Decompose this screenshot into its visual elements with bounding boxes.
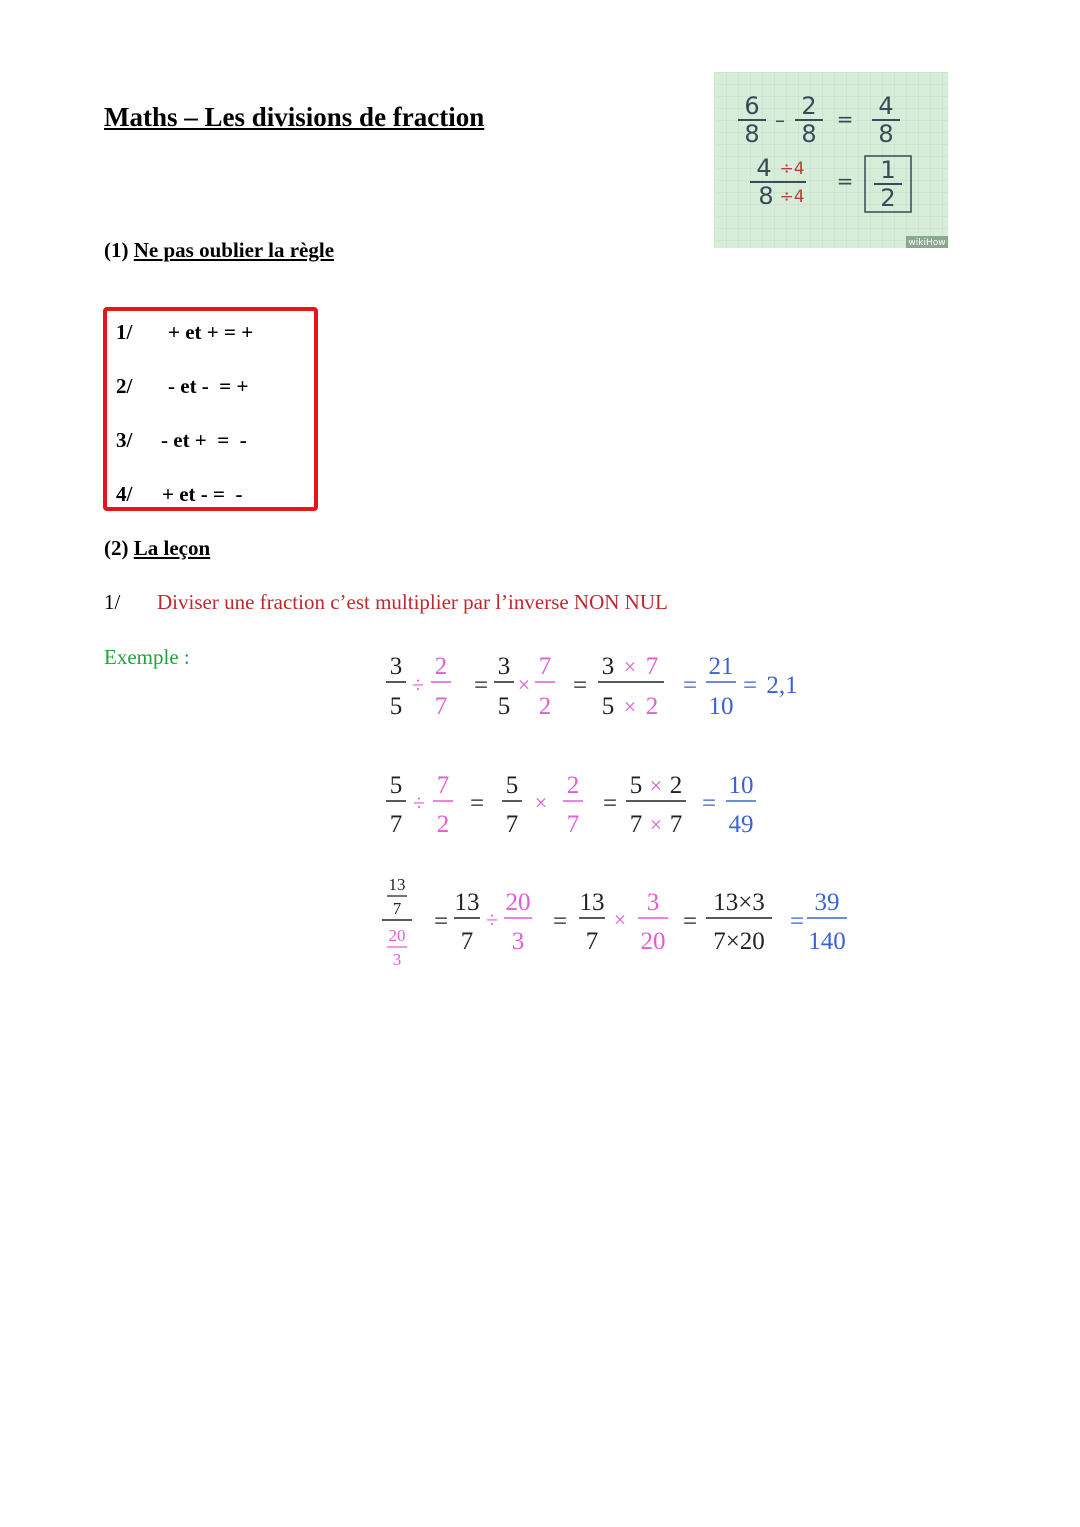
ex2-a-num: 5 — [389, 772, 403, 799]
ex2-times: × — [534, 790, 548, 815]
ex3-t-den: 7 — [392, 899, 402, 918]
rule-3-text: - et + = - — [161, 428, 247, 452]
ex2-b-den: 2 — [436, 811, 450, 838]
ex3-times: × — [613, 907, 627, 932]
ex2-a-den: 7 — [389, 811, 403, 838]
section-2-prefix: (2) — [104, 536, 129, 560]
thumb-r-den: 8 — [878, 120, 894, 148]
ex1-times: × — [517, 672, 531, 697]
example-label: Exemple : — [104, 645, 190, 669]
thumb-row2-den-op: ÷4 — [779, 187, 805, 207]
section-2-heading — [104, 536, 210, 561]
ex1-f-den: 10 — [708, 693, 734, 720]
ex3-eq1: = — [433, 908, 449, 935]
ex1-e-den-b: 2 — [645, 693, 659, 720]
ex3-h-num: 39 — [814, 889, 840, 916]
ex1-e-den-a: 5 — [601, 693, 615, 720]
thumb-result-num: 1 — [880, 156, 896, 184]
ex2-c-num: 5 — [505, 772, 519, 799]
lesson-line — [104, 590, 668, 615]
ex2-e-den-a: 7 — [629, 811, 643, 838]
ex3-eq4: = — [789, 908, 805, 935]
ex3-g-den: 7×20 — [713, 928, 765, 955]
thumb-eq2: = — [836, 169, 854, 193]
rule-1-text: + et + = + — [168, 320, 254, 344]
ex1-a-num: 3 — [389, 653, 403, 680]
ex1-c-num: 3 — [497, 653, 511, 680]
page-title: Maths – Les divisions de fraction — [104, 102, 485, 132]
ex1-c-den: 5 — [497, 693, 511, 720]
ex3-d-num: 20 — [505, 889, 531, 916]
ex1-div: ÷ — [411, 672, 425, 697]
ex2-e-times-den: × — [649, 812, 663, 837]
ex3-t-num: 13 — [388, 875, 406, 894]
ex2-b-num: 7 — [436, 772, 450, 799]
thumb-row2-den: 8 — [758, 182, 774, 210]
section-1-label: Ne pas oublier la règle — [133, 238, 335, 262]
ex1-e-times-den: × — [623, 694, 637, 719]
section-1-prefix: (1) — [104, 238, 129, 262]
ex2-e-num-a: 5 — [629, 772, 643, 799]
ex1-eq3: = — [682, 672, 698, 699]
ex3-c-den: 7 — [460, 928, 474, 955]
ex3-f-num: 3 — [646, 889, 660, 916]
ex1-b-num: 2 — [434, 653, 448, 680]
thumb-row2-num: 4 — [756, 154, 772, 182]
ex3-div: ÷ — [485, 907, 499, 932]
ex2-eq1: = — [469, 790, 485, 817]
ex1-a-den: 5 — [389, 693, 403, 720]
ex2-d-den: 7 — [566, 811, 580, 838]
ex3-eq2: = — [552, 908, 568, 935]
example-2 — [386, 772, 756, 838]
ex2-eq3: = — [701, 790, 717, 817]
rule-3 — [116, 428, 247, 453]
ex1-eq2: = — [572, 672, 588, 699]
ex2-e-num-b: 2 — [669, 772, 683, 799]
section-2-label: La leçon — [133, 536, 211, 560]
ex2-e-den-b: 7 — [669, 811, 683, 838]
rule-1 — [116, 320, 253, 345]
section-1-heading — [104, 238, 334, 263]
ex1-result: 2,1 — [766, 672, 798, 699]
lesson-text: Diviser une fraction c’est multiplier par l’inverse NON NUL — [157, 590, 668, 614]
rule-3-num: 3/ — [116, 428, 133, 452]
ex2-eq2: = — [602, 790, 618, 817]
lesson-num: 1/ — [104, 590, 121, 614]
ex2-e-times: × — [649, 773, 663, 798]
ex3-eq3: = — [682, 908, 698, 935]
ex3-e-num: 13 — [579, 889, 605, 916]
rule-4-num: 4/ — [116, 482, 133, 506]
thumb-a-den: 8 — [744, 120, 760, 148]
ex3-g-num: 13×3 — [713, 889, 765, 916]
rule-1-num: 1/ — [116, 320, 133, 344]
ex1-d-num: 7 — [538, 653, 552, 680]
ex1-e-num-a: 3 — [601, 653, 615, 680]
examples-figure — [370, 640, 870, 990]
ex1-eq4: = — [742, 672, 758, 699]
thumb-b-den: 8 — [801, 120, 817, 148]
thumb-minus: – — [775, 108, 785, 132]
ex2-f-den: 49 — [728, 811, 754, 838]
ex2-d-num: 2 — [566, 772, 580, 799]
ex1-f-num: 21 — [708, 653, 734, 680]
rule-2 — [116, 374, 248, 399]
thumb-watermark: wikiHow — [908, 238, 946, 248]
thumb-a-num: 6 — [744, 92, 760, 120]
thumb-r-num: 4 — [878, 92, 894, 120]
ex2-f-num: 10 — [728, 772, 754, 799]
ex3-f-den: 20 — [640, 928, 666, 955]
rule-4-text: + et - = - — [162, 482, 243, 506]
ex1-e-times: × — [623, 654, 637, 679]
ex3-h-den: 140 — [808, 928, 846, 955]
fraction-thumbnail-image — [714, 72, 948, 248]
ex2-c-den: 7 — [505, 811, 519, 838]
ex3-b-den: 3 — [392, 950, 402, 969]
ex1-e-num-b: 7 — [645, 653, 659, 680]
ex3-d-den: 3 — [511, 928, 525, 955]
rule-4 — [116, 482, 242, 507]
ex3-e-den: 7 — [585, 928, 599, 955]
thumb-row2-num-op: ÷4 — [779, 159, 805, 179]
ex2-div: ÷ — [412, 790, 426, 815]
ex1-eq1: = — [473, 672, 489, 699]
rule-2-num: 2/ — [116, 374, 133, 398]
thumb-eq1: = — [836, 107, 854, 131]
ex3-c-num: 13 — [454, 889, 480, 916]
thumb-result-den: 2 — [880, 184, 896, 212]
ex1-d-den: 2 — [538, 693, 552, 720]
example-1 — [386, 653, 798, 720]
ex1-b-den: 7 — [434, 693, 448, 720]
rule-2-text: - et - = + — [168, 374, 249, 398]
example-3 — [382, 875, 847, 969]
thumb-b-num: 2 — [801, 92, 817, 120]
ex3-b-num: 20 — [388, 926, 406, 945]
